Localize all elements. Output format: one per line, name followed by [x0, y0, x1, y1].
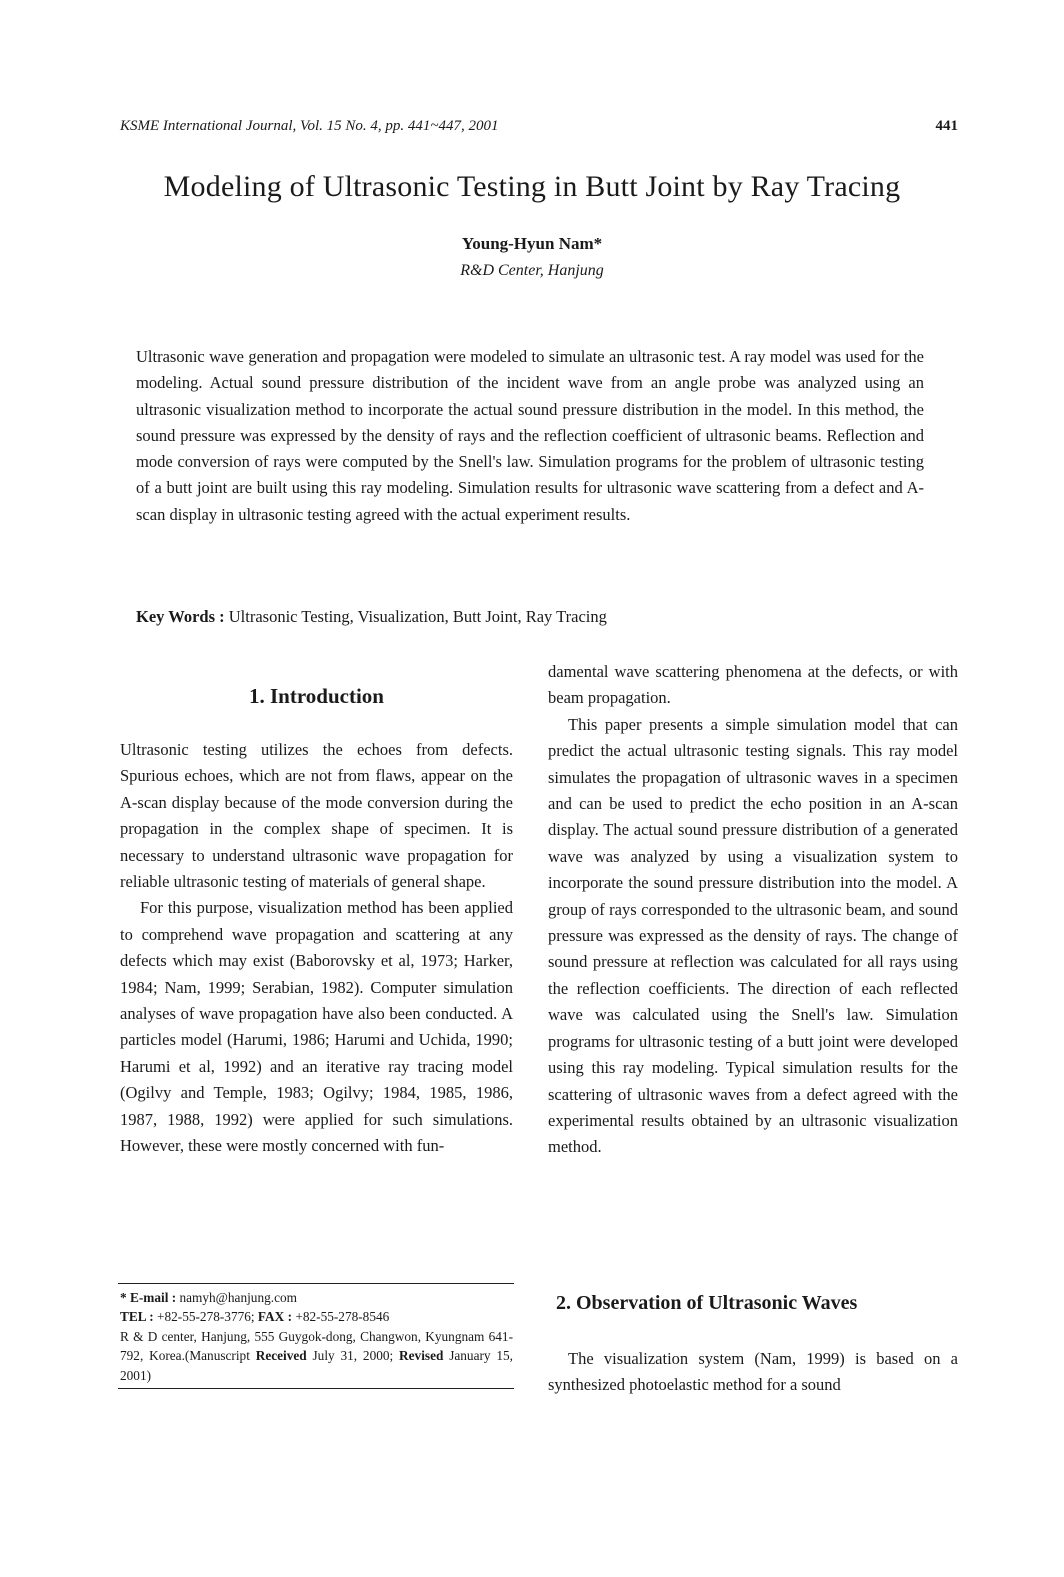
right-column: [548, 659, 958, 1161]
running-header: [120, 118, 958, 142]
paper-title: Modeling of Ultrasonic Testing in Butt Joint by Ray Tracing: [163, 170, 901, 203]
intro-paragraph-3: This paper presents a simple simulation model that can predict the actual ultrasonic testing signals. This ray model simulates the propagation of ultrasonic waves in a specimen and can be used to predict the echo position in an A-scan display. The actual sound pressure distribution of a generated wave was analyzed by using a visualization system to incorporate the sound pressure distribution into the model. A group of rays corresponded to the ultrasonic beam, and sound pressure was expressed as the density of rays. The change of sound pressure at reflection was calculated for all rays using the reflection coefficients. The direction of each reflected wave was calculated using the Snell's law. Simulation programs for ultrasonic testing of a butt joint were developed using this ray modeling. Typical simulation results for the scattering of ultrasonic waves from a defect agreed with the experimental results obtained by an ultrasonic visualization method.: [548, 714, 958, 1157]
section-2-paragraph: The visualization system (Nam, 1999) is based on a synthesized photoelastic method for a sound: [548, 1349, 958, 1395]
received-date: July 31, 2000;: [312, 1348, 394, 1364]
keywords-label: Key Words :: [136, 607, 225, 626]
tel-number: +82-55-278-3776;: [156, 1309, 255, 1325]
email-address: namyh@hanjung.com: [179, 1290, 297, 1305]
intro-paragraph-2: For this purpose, visualization method has been applied to comprehend wave propagation and scattering at any defects which may exist (Baborovsky et al, 1973; Harker, 1984; Nam, 1999; Serabian, 1982). Computer simulation analyses of wave propagation have also been conducted. A particles model (Harumi, 1986; Harumi and Uchida, 1990; Harumi et al, 1992) and an iterative ray tracing model (Ogilvy and Temple, 1983; Ogilvy; 1984, 1985, 1986, 1987, 1988, 1992) were applied for such simulations. However, these were mostly concerned with fun-: [120, 898, 513, 1156]
fax-number: +82-55-278-8546: [295, 1309, 390, 1325]
journal-citation: KSME International Journal, Vol. 15 No. 4, pp. 441~447, 2001: [120, 118, 499, 134]
revised-label: Revised: [399, 1348, 444, 1364]
fax-label: FAX :: [257, 1309, 293, 1325]
abstract: Ultrasonic wave generation and propagation were modeled to simulate an ultrasonic test. A ray model was used for the modeling. Actual sound pressure distribution of the incident wave from an angle probe was analyzed using an ultrasonic visualization method to incorporate the actual sound pressure distribution in the model. In this method, the sound pressure was expressed by the density of rays and the reflection coefficient of ultrasonic beams. Reflection and mode conversion of rays were computed by the Snell's law. Simulation programs for the problem of ultrasonic testing of a butt joint are built using this ray modeling. Simulation results for ultrasonic wave scattering from a defect and A-scan display in ultrasonic testing agreed with the actual experiment results.: [136, 347, 924, 524]
received-label: Received: [255, 1348, 307, 1364]
footnote-rule-bottom: [118, 1388, 514, 1389]
intro-paragraph-1: Ultrasonic testing utilizes the echoes from defects. Spurious echoes, which are not from flaws, appear on the A-scan display because of the mode conversion during the propagation in the complex shape of specimen. It is necessary to understand ultrasonic wave propagation for reliable ultrasonic testing of materials of general shape.: [120, 740, 513, 892]
address-text: R & D center, Hanjung, 555 Guygok-dong, Changwon, Kyungnam 641-792, Korea.(Manuscript: [120, 1328, 513, 1364]
tel-label: TEL :: [120, 1309, 154, 1325]
section-2-body: [548, 1346, 958, 1399]
footnote-rule-top: [118, 1283, 514, 1284]
revised-date: January 15, 2001): [120, 1348, 513, 1383]
keywords: [136, 607, 924, 627]
footnote: [120, 1288, 513, 1385]
keywords-text: Ultrasonic Testing, Visualization, Butt Joint, Ray Tracing: [228, 607, 607, 626]
section-1-heading: 1. Introduction: [249, 684, 384, 708]
author-affiliation: R&D Center, Hanjung: [460, 262, 604, 279]
page-number: 441: [935, 118, 958, 134]
left-column: [120, 737, 513, 1160]
email-label: * E-mail :: [120, 1290, 177, 1305]
author-name: Young-Hyun Nam*: [461, 234, 603, 253]
intro-paragraph-2-continued: damental wave scattering phenomena at the defects, or with beam propagation.: [548, 662, 958, 708]
section-2-heading: 2. Observation of Ultrasonic Waves: [556, 1292, 858, 1314]
